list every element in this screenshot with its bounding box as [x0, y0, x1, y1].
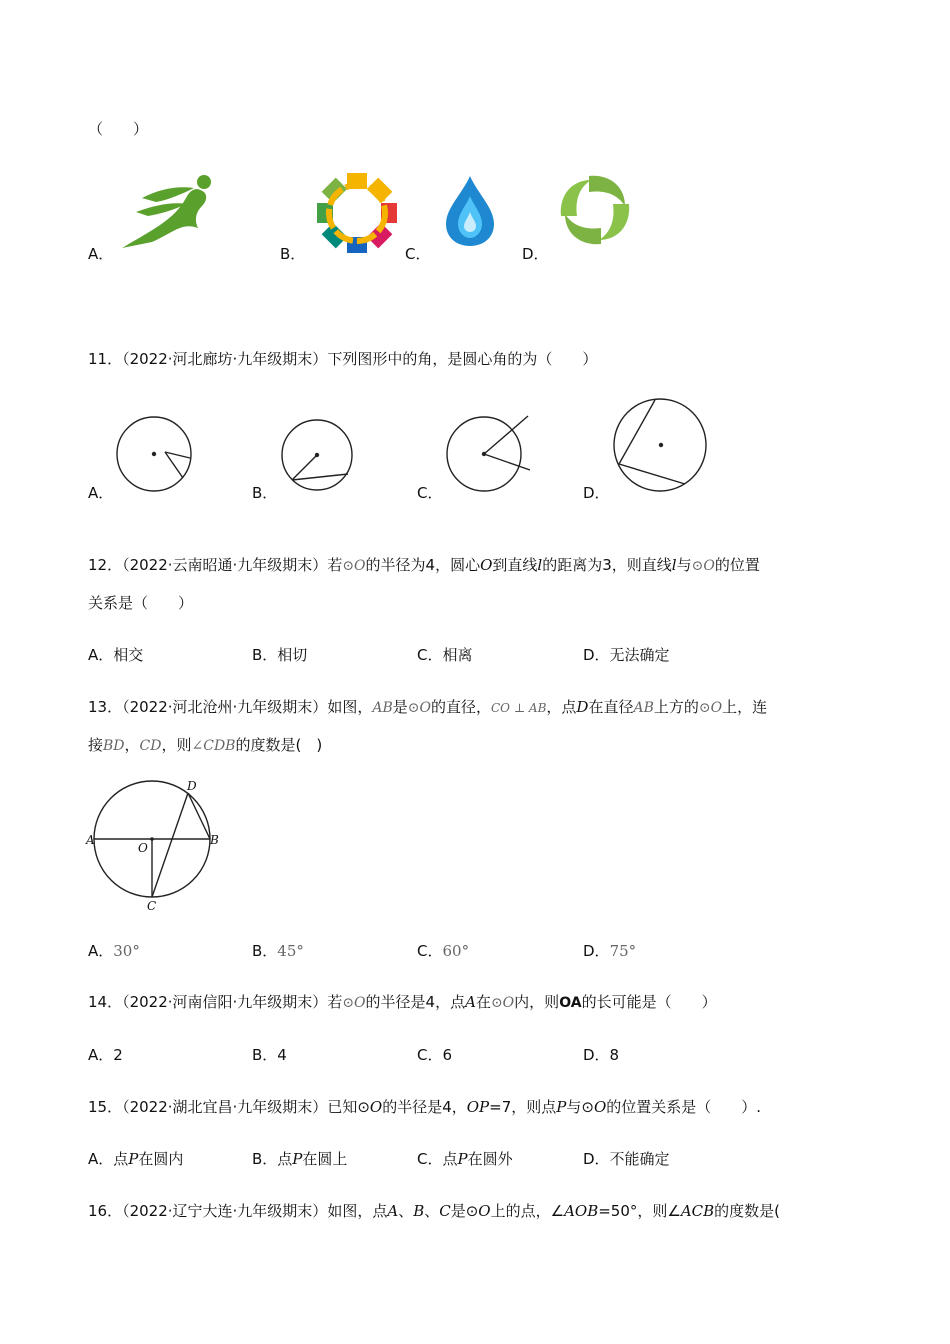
- q16-var-aob: AOB: [564, 1202, 599, 1220]
- q13-var-ab: AB: [372, 700, 393, 716]
- q13-option-d: [583, 940, 636, 961]
- q13-label-b: B: [210, 833, 219, 847]
- q12-text: 的半径为4，圆心: [365, 556, 481, 574]
- q16-text: 上的点，∠: [490, 1202, 565, 1220]
- q11-option-b-label: B．: [252, 484, 278, 502]
- q15-source: （2022·湖北宜昌·九年级期末）: [122, 1098, 328, 1116]
- q13-option-value: 60°: [442, 942, 470, 960]
- q13-question-line1: [88, 696, 767, 717]
- q11-figure-b: [280, 418, 356, 494]
- q13-var-ab: AB: [633, 700, 654, 716]
- q11-question: [88, 348, 597, 369]
- q10-option-d-label: D．: [522, 245, 549, 263]
- q15-text: 的位置关系是（ ）.: [606, 1098, 762, 1116]
- q12-text: 若: [327, 556, 343, 574]
- q13-option-value: 30°: [113, 942, 140, 960]
- q15-option-text: 在圆外: [467, 1150, 513, 1168]
- q15-var-op: OP: [466, 1098, 490, 1116]
- q14-source: （2022·河南信阳·九年级期末）: [122, 993, 328, 1011]
- q13-option-value: 75°: [609, 942, 637, 960]
- q13-var-bd: BD: [103, 738, 125, 754]
- q12-question-line1: [88, 554, 760, 575]
- q13-label-d: D: [187, 779, 197, 793]
- q13-text: ，则: [161, 736, 192, 754]
- q15-option-c: [417, 1148, 513, 1169]
- q16-var-acb: ACB: [680, 1202, 715, 1220]
- q10-option-a-label: A．: [88, 245, 114, 263]
- q12-var-o: O: [480, 556, 493, 574]
- q15-var-p: P: [128, 1150, 139, 1168]
- q14-text: 在: [475, 993, 491, 1011]
- q13-question-line2: [88, 734, 322, 755]
- q14-question: [88, 991, 717, 1012]
- q15-number: 15．: [88, 1098, 123, 1116]
- q12-circle-o: ⊙O: [691, 558, 715, 574]
- q16-var-o: O: [478, 1202, 491, 1220]
- q13-var-d: D: [576, 698, 589, 716]
- q11-figure-d: [613, 398, 709, 494]
- q15-var-o: O: [593, 1098, 607, 1116]
- q13-circle-o: ⊙O: [407, 700, 431, 716]
- q13-var-cd: CD: [139, 738, 162, 754]
- q15-option-text: 在圆内: [138, 1150, 184, 1168]
- q13-option-c: [417, 940, 469, 961]
- q12-var-l: l: [537, 556, 543, 574]
- q16-text: 、: [424, 1202, 440, 1220]
- q14-circle-o: ⊙O: [490, 995, 515, 1011]
- q11-figure-a: [116, 416, 196, 496]
- q12-circle-o: ⊙O: [342, 558, 366, 574]
- q15-text: =7，则点: [489, 1098, 557, 1116]
- q15-option-b: [252, 1148, 347, 1169]
- q11-option-d-label: D．: [583, 484, 610, 502]
- q13-text: 接: [88, 736, 104, 754]
- q12-source: （2022·云南昭通·九年级期末）: [122, 556, 328, 574]
- q13-text: 在直径: [588, 698, 634, 716]
- q15-text: 的半径是4，: [382, 1098, 467, 1116]
- runner-head: [197, 175, 211, 189]
- q12-option-d: D．无法确定: [583, 646, 670, 664]
- q12-text: 与: [676, 556, 692, 574]
- q13-label-a: A: [86, 833, 95, 847]
- q12-text: 到直线: [492, 556, 538, 574]
- q14-var-oa: OA: [559, 995, 582, 1011]
- q11-number: 11．: [88, 350, 123, 368]
- q11-option-a-label: A．: [88, 484, 114, 502]
- q15-var-p: P: [457, 1150, 468, 1168]
- q16-text: 的度数是(: [714, 1202, 781, 1220]
- q14-option-a: A．2: [88, 1046, 123, 1064]
- q15-option-text: B．点: [252, 1150, 293, 1168]
- q14-var-a: A: [465, 993, 476, 1011]
- q13-text: ，点: [546, 698, 577, 716]
- q15-option-text: 在圆上: [302, 1150, 348, 1168]
- q16-var-b: B: [413, 1202, 425, 1220]
- q13-option-letter: A．: [88, 942, 114, 960]
- q16-question: [88, 1200, 780, 1221]
- q12-option-c: C．相离: [417, 646, 473, 664]
- q14-option-b: B．4: [252, 1046, 287, 1064]
- q10-water-drop-logo: [444, 174, 496, 248]
- top-answer-paren: （ ）: [88, 120, 149, 138]
- q14-text: 的半径是4，点: [365, 993, 466, 1011]
- q10-gear-logo: [314, 170, 400, 256]
- q16-var-a: A: [387, 1202, 399, 1220]
- q10-runner-logo: [112, 172, 216, 252]
- q12-number: 12．: [88, 556, 123, 574]
- q15-var-o: O: [369, 1098, 383, 1116]
- q16-text: =50°，则∠: [598, 1202, 681, 1220]
- q10-option-b-label: B．: [280, 245, 306, 263]
- q12-question-line2: 关系是（ ）: [88, 594, 194, 612]
- q15-text: 已知⊙: [327, 1098, 370, 1116]
- q15-option-d: [583, 1148, 670, 1169]
- q15-option-a: [88, 1148, 183, 1169]
- q11-stem: 下列图形中的角，是圆心角的为（ ）: [327, 350, 598, 368]
- q13-text: 上方的: [653, 698, 699, 716]
- q15-option-text: D．不能确定: [583, 1150, 670, 1168]
- q15-question: [88, 1096, 761, 1117]
- q10-option-c-label: C．: [405, 245, 431, 263]
- q13-label-c: C: [147, 899, 157, 913]
- q13-option-letter: C．: [417, 942, 443, 960]
- q16-number: 16．: [88, 1202, 123, 1220]
- q11-source: （2022·河北廊坊·九年级期末）: [122, 350, 328, 368]
- q16-text: 、: [398, 1202, 414, 1220]
- q13-perp: CO ⊥ AB: [490, 701, 547, 715]
- q10-leaf-logo: [557, 172, 633, 248]
- q13-text: 如图，: [327, 698, 373, 716]
- q13-option-a: [88, 940, 140, 961]
- q14-number: 14．: [88, 993, 123, 1011]
- q13-number: 13．: [88, 698, 123, 716]
- q15-option-text: A．点: [88, 1150, 129, 1168]
- q14-option-d: D．8: [583, 1046, 620, 1064]
- q13-text: 的度数是( ): [235, 736, 323, 754]
- q14-text: 内，则: [514, 993, 560, 1011]
- q12-option-a: A．相交: [88, 646, 144, 664]
- q13-option-b: [252, 940, 304, 961]
- q16-var-c: C: [439, 1202, 451, 1220]
- q14-text: 若: [327, 993, 343, 1011]
- q13-label-o: O: [138, 841, 148, 855]
- q14-option-c: C．6: [417, 1046, 453, 1064]
- q15-var-p: P: [556, 1098, 567, 1116]
- q12-text: 的位置: [714, 556, 760, 574]
- q13-source: （2022·河北沧州·九年级期末）: [122, 698, 328, 716]
- q12-var-l: l: [671, 556, 677, 574]
- q11-option-c-label: C．: [417, 484, 443, 502]
- q16-source: （2022·辽宁大连·九年级期末）: [122, 1202, 328, 1220]
- q15-var-p: P: [292, 1150, 303, 1168]
- q13-figure: [84, 778, 224, 913]
- q13-text: 上，连: [722, 698, 768, 716]
- q12-option-b: B．相切: [252, 646, 308, 664]
- q14-circle-o: ⊙O: [342, 995, 366, 1011]
- q13-angle-cdb: ∠CDB: [191, 738, 236, 754]
- q13-option-letter: D．: [583, 942, 610, 960]
- q13-circle-o: ⊙O: [698, 700, 723, 716]
- q11-figure-c: [446, 414, 536, 494]
- q13-option-letter: B．: [252, 942, 278, 960]
- q16-text: 是⊙: [450, 1202, 479, 1220]
- q13-text: 的直径，: [430, 698, 491, 716]
- q14-text: 的长可能是（ ）: [581, 993, 717, 1011]
- q15-text: 与⊙: [566, 1098, 594, 1116]
- q13-option-value: 45°: [277, 942, 304, 960]
- q13-text: ，: [124, 736, 140, 754]
- q15-option-text: C．点: [417, 1150, 458, 1168]
- q13-text: 是: [392, 698, 408, 716]
- q16-text: 如图，点: [327, 1202, 388, 1220]
- q12-text: 的距离为3，则直线: [542, 556, 672, 574]
